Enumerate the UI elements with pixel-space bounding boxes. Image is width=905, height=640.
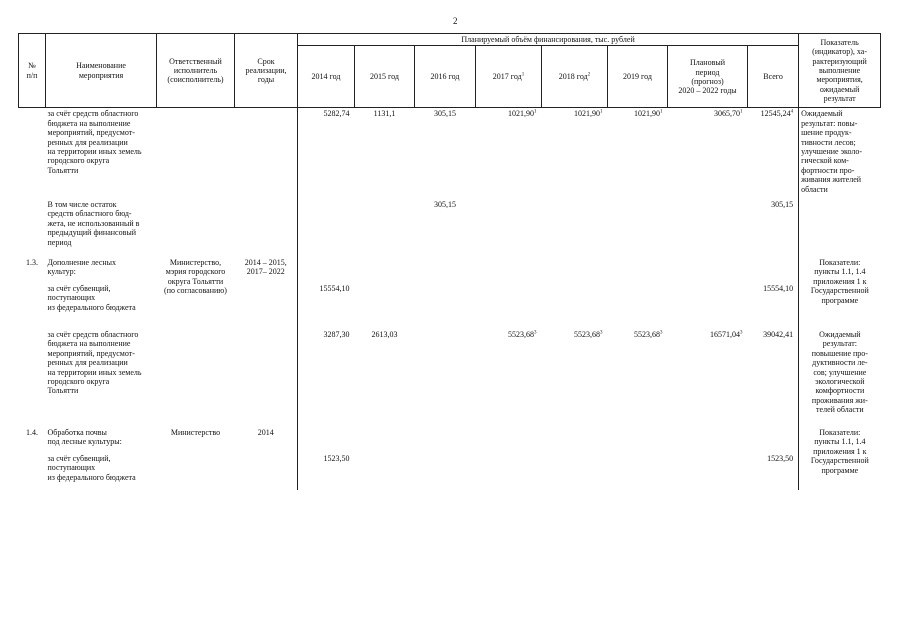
cell-responsible: Министерство, мэрия городского округа Тольятти (по согласованию) (164, 257, 227, 296)
row-name: Дополнение лесных культур: (47, 257, 117, 277)
row-name: за счёт средств областного бюджета на выполнение мероприятий, предусмот- ренных для реализации на территории иных земель городского округа Тольятти (47, 329, 142, 396)
cell-total: 1523,50 (748, 454, 799, 490)
header-responsible: Ответственный исполнитель (соисполнитель) (157, 34, 235, 108)
header-2015: 2015 год (355, 46, 415, 108)
row-name: за счёт средств областного бюджета на выполнение мероприятий, предусмот- ренных для реализации на территории иных земель городского округа Тольятти (47, 109, 142, 175)
cell-total: 15554,10 (748, 284, 799, 330)
page-number: 2 (453, 16, 458, 26)
cell-term: 2014 – 2015, 2017– 2022 (235, 258, 298, 330)
table-row (19, 284, 881, 330)
cell-2014: 5282,74 (323, 109, 350, 119)
table-row (19, 200, 881, 258)
cell-2014: 1523,50 (323, 453, 350, 463)
cell-2018: 1021,90$^1$ (574, 109, 603, 119)
cell-plan: 16571,04$^3$ (710, 329, 743, 339)
table-row (19, 108, 881, 200)
cell-total: 305,15 (748, 200, 799, 258)
table-row (19, 454, 881, 490)
table-row (19, 330, 881, 428)
cell-2019: 1021,90$^1$ (634, 109, 663, 119)
header-funding-group: Планируемый объём финансирования, тыс. рублей (298, 34, 799, 46)
cell-indicator: Ожидаемый результат: повышение про- дуктивности ле- сов; улучшение экологической комфортности проживания жи- телей области (811, 329, 868, 415)
funding-table (18, 33, 881, 490)
header-2019: 2019 год (608, 46, 668, 108)
header-2016: 2016 год (415, 46, 476, 108)
row-name: за счёт субвенций, поступающих из федерального бюджета (47, 453, 136, 482)
header-2018: 2018 год$^2$ (542, 46, 608, 108)
row-name: В том числе остаток средств областного бюд- жета, не использованный в предыдущий финансовый период (47, 199, 140, 247)
cell-2017: 5523,68$^3$ (508, 329, 537, 339)
header-num: № п/п (19, 34, 46, 108)
cell-2016: 305,15 (434, 199, 456, 209)
cell-2017: 1021,90$^1$ (508, 109, 537, 119)
cell-2016: 305,15 (434, 109, 456, 119)
row-num: 1.3. (26, 257, 38, 267)
cell-2015: 1131,1 (373, 109, 396, 119)
cell-plan: 3065,70$^1$ (714, 109, 743, 119)
cell-term: 2014 (235, 428, 298, 454)
cell-total: 12545,24$^4$ (748, 108, 799, 200)
table-row (19, 428, 881, 454)
header-2017: 2017 год$^1$ (476, 46, 542, 108)
header-plan: Плановый период (прогноз) 2020 – 2022 годы (668, 46, 748, 108)
row-name: Обработка почвы под лесные культуры: (47, 427, 122, 447)
header-total: Всего (748, 46, 799, 108)
header-indicator: Показатель (индикатор), ха- рактеризующий выполнение мероприятия, ожидаемый результат (799, 34, 881, 108)
table-row (19, 258, 881, 284)
cell-2014: 3287,30 (323, 329, 350, 339)
cell-2019: 5523,68$^3$ (634, 329, 663, 339)
header-term: Срок реализации, годы (235, 34, 298, 108)
header-2014: 2014 год (298, 46, 355, 108)
cell-indicator: Показатели: пункты 1.1, 1.4 приложения 1 к Государственной программе (810, 427, 869, 475)
header-name: Наименование мероприятия (46, 34, 157, 108)
cell-2018: 5523,68$^3$ (574, 329, 603, 339)
cell-responsible: Министерство (170, 427, 221, 437)
cell-indicator: Показатели: пункты 1.1, 1.4 приложения 1 к Государственной программе (810, 257, 869, 305)
cell-total: 39042,41 (748, 330, 799, 428)
cell-2014: 15554,10 (319, 283, 350, 293)
row-num: 1.4. (26, 427, 38, 437)
cell-indicator: Ожидаемый результат: повы- шение продук- тивности лесов; улучшение эколо- гической ком- фортности про- живания жителей области (801, 109, 863, 194)
cell-2015: 2613,03 (371, 329, 398, 339)
row-name: за счёт субвенций, поступающих из федерального бюджета (47, 283, 136, 312)
